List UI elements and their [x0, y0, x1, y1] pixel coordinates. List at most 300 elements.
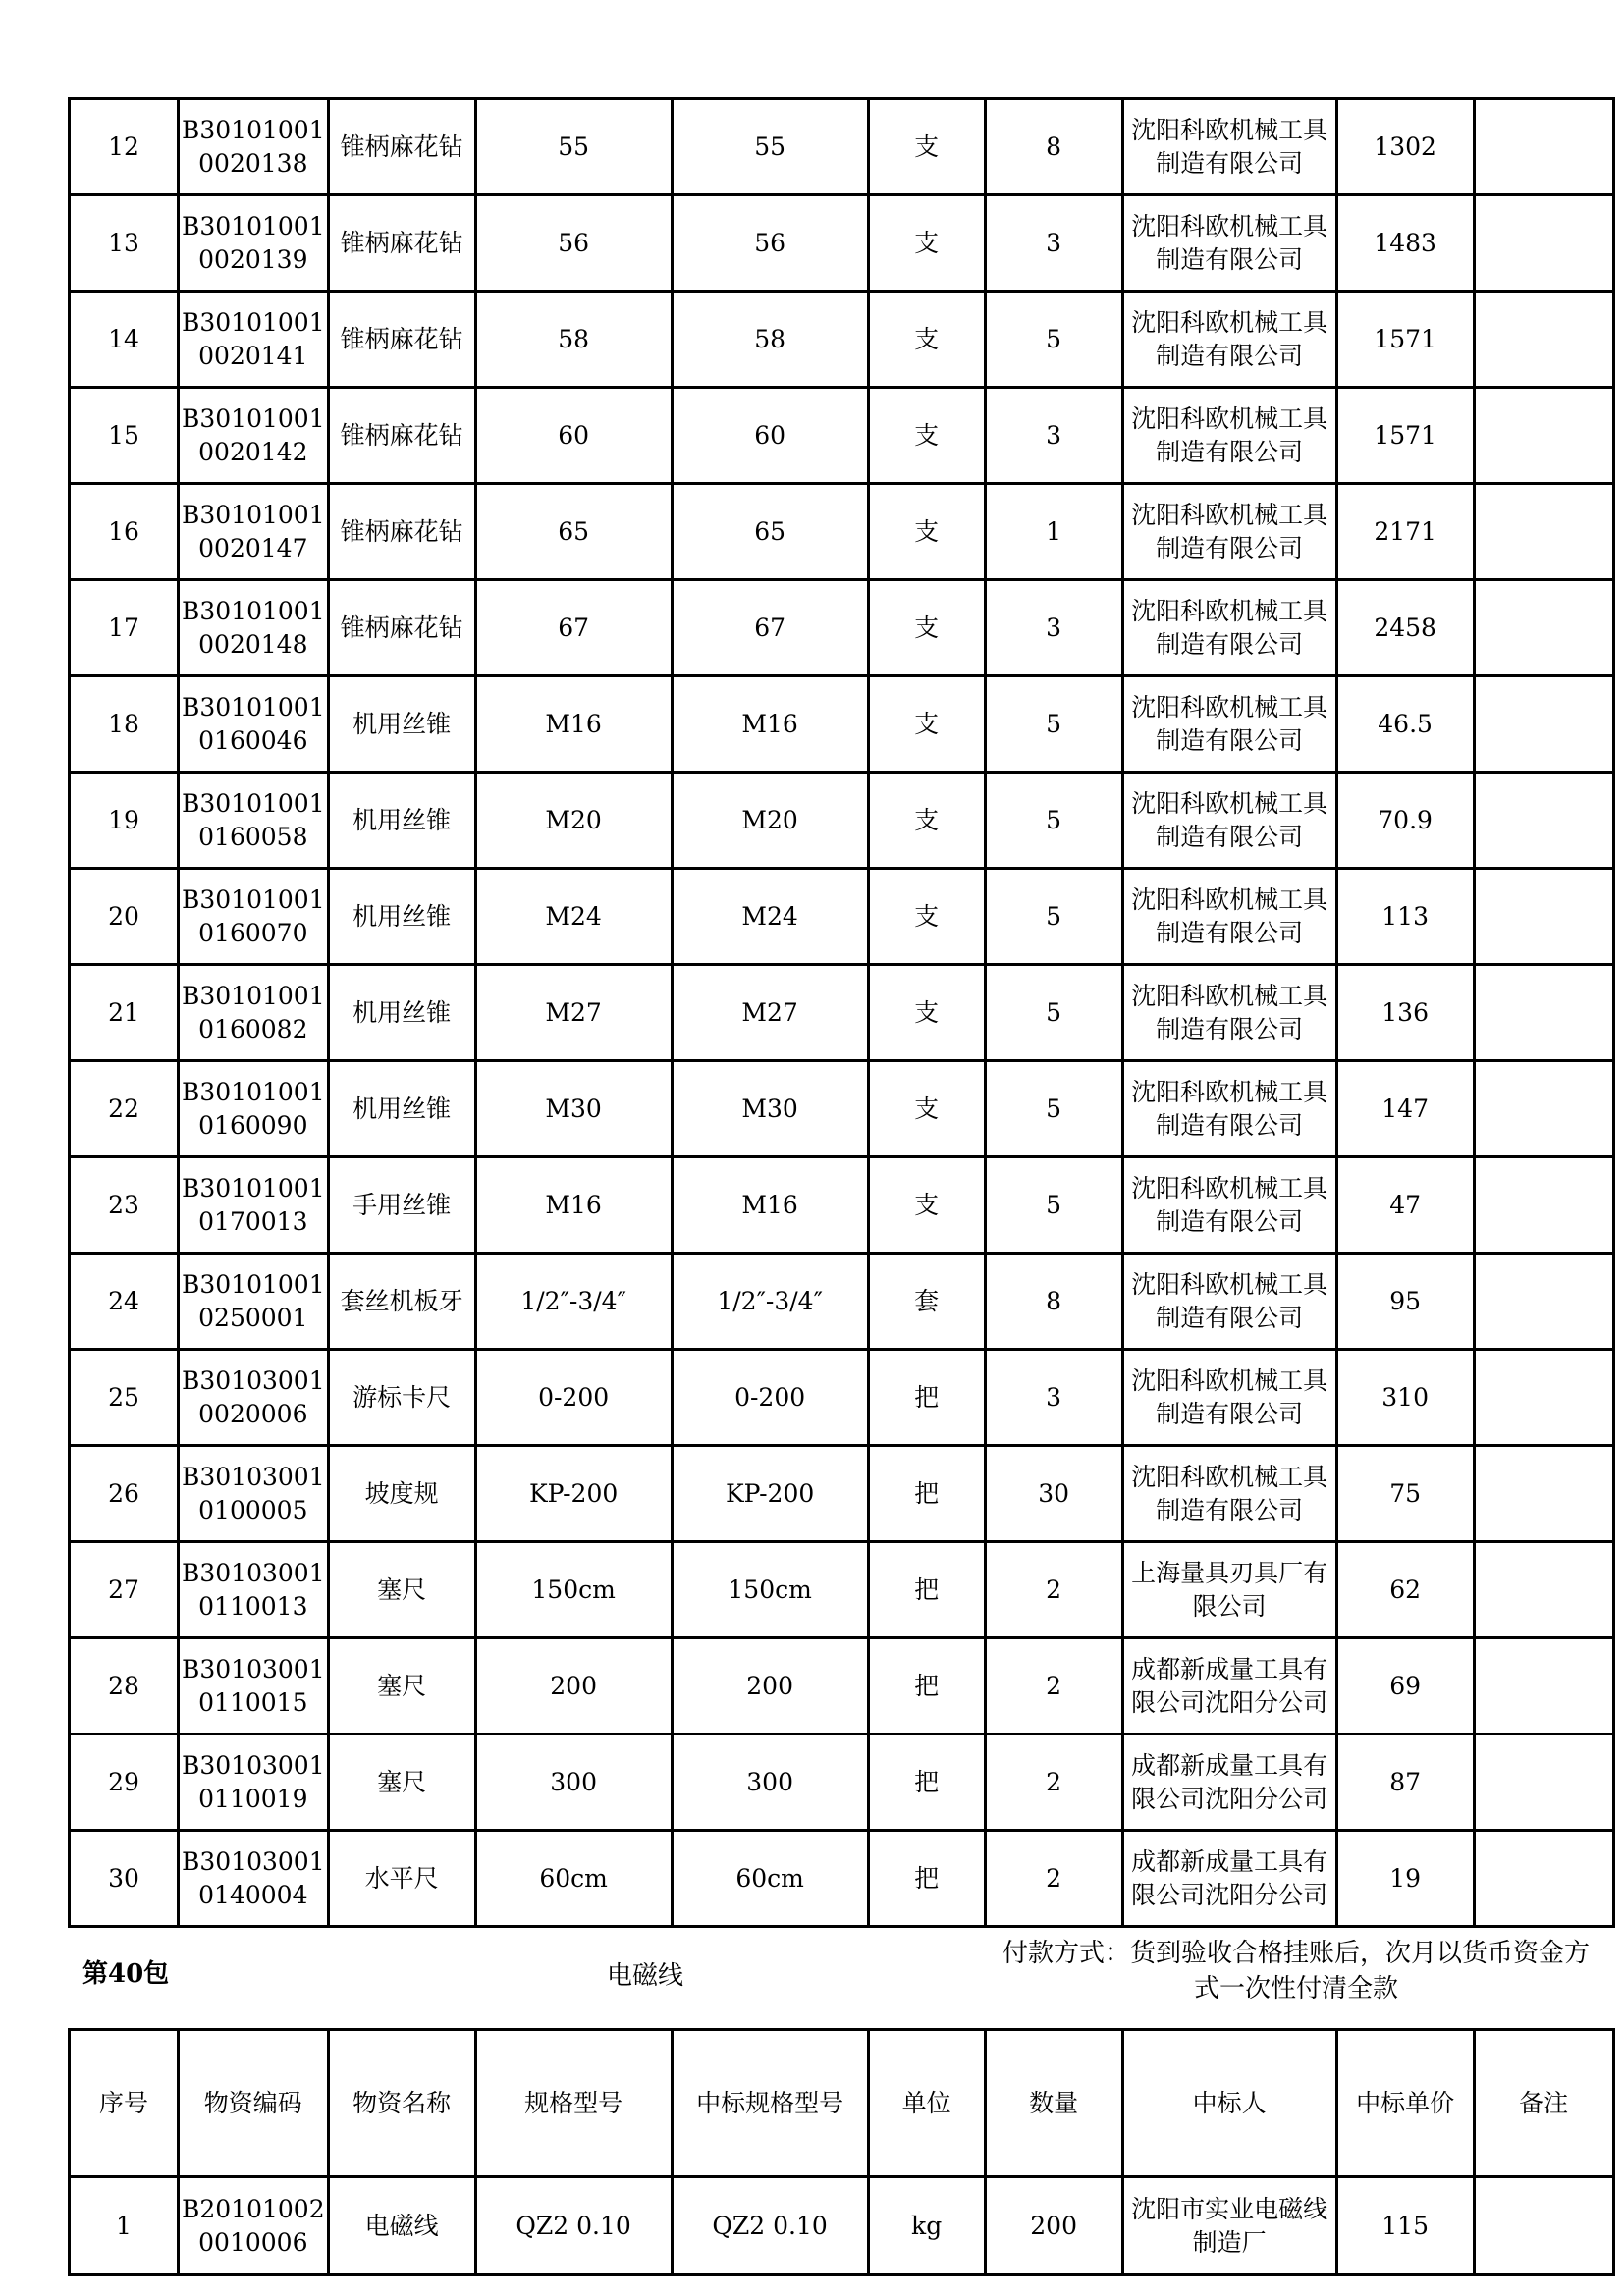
table-row [70, 1831, 1614, 1927]
cell-no [70, 580, 179, 676]
cell-no-text: 14 [108, 324, 139, 353]
cell-bid-spec [672, 1542, 868, 1638]
cell-name-text: 锥柄麻花钻 [340, 324, 463, 353]
table-header-row [70, 2030, 1614, 2177]
table-row [70, 292, 1614, 388]
cell-supplier [1122, 484, 1336, 580]
cell-code [179, 99, 329, 195]
header-remark: 备注 [1474, 2030, 1613, 2177]
code-part: 0110015 [198, 1687, 308, 1717]
table-row [70, 1446, 1614, 1542]
code-part: B30101001 [182, 307, 325, 337]
cell-unit-text: 把 [914, 1671, 940, 1700]
cell-supplier [1122, 965, 1336, 1061]
cell-spec-text: 0-200 [538, 1382, 610, 1412]
cell-price [1336, 1254, 1474, 1350]
header-bid-spec: 中标规格型号 [672, 2030, 868, 2177]
cell-qty-text: 1 [1046, 516, 1062, 546]
cell-supplier-text: 沈阳科欧机械工具制造有限公司 [1131, 1462, 1328, 1524]
code-part: B30103001 [182, 1462, 325, 1491]
cell-name [328, 676, 475, 773]
code-part: 0020006 [198, 1399, 308, 1428]
cell-unit [868, 1254, 985, 1350]
cell-name-text: 机用丝锥 [352, 709, 452, 738]
cell-unit [868, 292, 985, 388]
code-part: B30101001 [182, 788, 325, 818]
code-part: B30101001 [182, 981, 325, 1010]
cell-unit-text: 把 [914, 1575, 940, 1604]
cell-bid-spec-text: 60cm [735, 1863, 804, 1893]
cell-spec [475, 1638, 672, 1735]
cell-qty [985, 676, 1122, 773]
cell-unit-text: 把 [914, 1478, 940, 1508]
cell-remark [1474, 773, 1613, 869]
cell-price-text: 1571 [1374, 420, 1436, 450]
cell-remark [1474, 388, 1613, 484]
code-part: B30101001 [182, 596, 325, 625]
cell-supplier-text: 沈阳科欧机械工具制造有限公司 [1131, 788, 1328, 851]
cell-spec-text: M16 [545, 709, 602, 738]
cell-price-text: 115 [1381, 2211, 1429, 2240]
cell-no [70, 195, 179, 292]
cell-price-text: 1302 [1374, 132, 1436, 161]
cell-supplier-text: 沈阳市实业电磁线制造厂 [1131, 2194, 1328, 2257]
code-part: 0160082 [198, 1014, 308, 1043]
cell-unit [868, 2177, 985, 2275]
cell-supplier [1122, 869, 1336, 965]
cell-price [1336, 2177, 1474, 2275]
cell-unit [868, 1157, 985, 1254]
cell-unit-text: 把 [914, 1863, 940, 1893]
code-part: 0160058 [198, 822, 308, 851]
cell-price-text: 2458 [1374, 613, 1436, 642]
cell-remark [1474, 484, 1613, 580]
cell-unit [868, 869, 985, 965]
cell-bid-spec [672, 1638, 868, 1735]
cell-code [179, 195, 329, 292]
cell-name [328, 195, 475, 292]
code-part: 0100005 [198, 1495, 308, 1524]
cell-name-text: 塞尺 [377, 1575, 427, 1604]
cell-spec-text: QZ2 0.10 [515, 2211, 631, 2240]
cell-qty [985, 1254, 1122, 1350]
cell-price [1336, 388, 1474, 484]
cell-price-text: 136 [1381, 997, 1429, 1027]
cell-remark [1474, 1061, 1613, 1157]
cell-qty-text: 3 [1046, 613, 1062, 642]
cell-price [1336, 1061, 1474, 1157]
cell-unit [868, 676, 985, 773]
table-row [70, 869, 1614, 965]
code-part: B30101001 [182, 211, 325, 240]
cell-unit-text: 支 [914, 516, 940, 546]
cell-name [328, 580, 475, 676]
header-code: 物资编码 [179, 2030, 329, 2177]
cell-price [1336, 1446, 1474, 1542]
cell-unit-text: 支 [914, 709, 940, 738]
cell-name [328, 1638, 475, 1735]
cell-bid-spec [672, 580, 868, 676]
cell-supplier [1122, 1446, 1336, 1542]
cell-spec [475, 484, 672, 580]
cell-price [1336, 1831, 1474, 1927]
cell-code [179, 1350, 329, 1446]
cell-unit-text: 支 [914, 901, 940, 931]
cell-spec-text: M16 [545, 1190, 602, 1219]
cell-unit-text: 支 [914, 613, 940, 642]
cell-name [328, 292, 475, 388]
cell-name-text: 电磁线 [364, 2211, 439, 2240]
code-part: B30103001 [182, 1365, 325, 1395]
cell-spec [475, 99, 672, 195]
cell-unit [868, 1446, 985, 1542]
code-part: 0020147 [198, 533, 308, 562]
cell-bid-spec-text: 0-200 [734, 1382, 806, 1412]
cell-supplier [1122, 1831, 1336, 1927]
cell-remark [1474, 676, 1613, 773]
cell-remark [1474, 2177, 1613, 2275]
cell-unit-text: 支 [914, 997, 940, 1027]
cell-supplier-text: 沈阳科欧机械工具制造有限公司 [1131, 211, 1328, 274]
table-row [70, 388, 1614, 484]
cell-name [328, 1157, 475, 1254]
code-part: 0010006 [198, 2227, 308, 2257]
cell-spec-text: 300 [550, 1767, 597, 1796]
cell-code [179, 484, 329, 580]
cell-bid-spec [672, 1446, 868, 1542]
cell-supplier-text: 沈阳科欧机械工具制造有限公司 [1131, 981, 1328, 1043]
cell-no [70, 1735, 179, 1831]
cell-name-text: 水平尺 [364, 1863, 439, 1893]
cell-code [179, 965, 329, 1061]
cell-spec [475, 1350, 672, 1446]
cell-price-text: 147 [1381, 1094, 1429, 1123]
cell-qty [985, 869, 1122, 965]
code-part: B30101001 [182, 500, 325, 529]
cell-no-text: 23 [108, 1190, 139, 1219]
cell-supplier [1122, 1350, 1336, 1446]
cell-name [328, 2177, 475, 2275]
cell-unit [868, 99, 985, 195]
cell-name-text: 坡度规 [364, 1478, 439, 1508]
cell-name [328, 1831, 475, 1927]
cell-remark [1474, 1157, 1613, 1254]
cell-no [70, 292, 179, 388]
cell-name-text: 锥柄麻花钻 [340, 132, 463, 161]
cell-bid-spec [672, 195, 868, 292]
cell-price-text: 1483 [1374, 228, 1436, 257]
cell-code [179, 388, 329, 484]
cell-bid-spec [672, 965, 868, 1061]
cell-no-text: 30 [108, 1863, 139, 1893]
cell-spec [475, 869, 672, 965]
cell-name [328, 1542, 475, 1638]
cell-remark [1474, 195, 1613, 292]
cell-unit-text: 支 [914, 420, 940, 450]
cell-name-text: 锥柄麻花钻 [340, 516, 463, 546]
cell-qty [985, 1831, 1122, 1927]
cell-unit-text: 支 [914, 324, 940, 353]
cell-qty-text: 8 [1046, 1286, 1062, 1315]
cell-bid-spec [672, 99, 868, 195]
cell-qty-text: 5 [1046, 805, 1062, 834]
cell-qty [985, 292, 1122, 388]
cell-no [70, 388, 179, 484]
cell-spec-text: 65 [558, 516, 590, 546]
cell-qty [985, 1735, 1122, 1831]
cell-supplier-text: 沈阳科欧机械工具制造有限公司 [1131, 884, 1328, 947]
cell-no [70, 965, 179, 1061]
cell-bid-spec-text: M24 [741, 901, 798, 931]
cell-bid-spec-text: 60 [754, 420, 786, 450]
code-part: 0020141 [198, 341, 308, 370]
cell-qty [985, 1061, 1122, 1157]
cell-supplier-text: 上海量具刃具厂有限公司 [1131, 1558, 1328, 1621]
cell-supplier-text: 成都新成量工具有限公司沈阳分公司 [1131, 1846, 1328, 1909]
cell-no-text: 12 [108, 132, 139, 161]
cell-name-text: 塞尺 [377, 1671, 427, 1700]
code-part: B30103001 [182, 1750, 325, 1780]
code-part: B30101001 [182, 1077, 325, 1106]
code-part: 0160070 [198, 918, 308, 947]
cell-spec-text: 56 [558, 228, 590, 257]
cell-price-text: 87 [1389, 1767, 1422, 1796]
cell-price-text: 46.5 [1378, 709, 1433, 738]
cell-spec-text: 60cm [539, 1863, 608, 1893]
cell-supplier [1122, 1061, 1336, 1157]
cell-bid-spec-text: 56 [754, 228, 786, 257]
cell-qty [985, 1157, 1122, 1254]
cell-qty [985, 484, 1122, 580]
table-row [70, 1542, 1614, 1638]
cell-code [179, 1446, 329, 1542]
cell-name-text: 锥柄麻花钻 [340, 420, 463, 450]
cell-name [328, 773, 475, 869]
header-qty: 数量 [985, 2030, 1122, 2177]
cell-bid-spec [672, 1831, 868, 1927]
cell-spec-text: M27 [545, 997, 602, 1027]
table-row [70, 1157, 1614, 1254]
cell-price-text: 19 [1389, 1863, 1422, 1893]
cell-supplier [1122, 1542, 1336, 1638]
table-row [70, 2177, 1614, 2275]
code-part: 0160046 [198, 725, 308, 755]
cell-unit-text: 套 [914, 1286, 940, 1315]
cell-no [70, 676, 179, 773]
cell-qty-text: 2 [1046, 1671, 1062, 1700]
payment-terms: 付款方式：货到验收合格挂账后，次月以货币资金方式一次性付清全款 [1001, 1939, 1590, 2003]
code-part: B30101001 [182, 403, 325, 433]
code-part: 0020148 [198, 629, 308, 659]
cell-unit [868, 195, 985, 292]
code-part: 0020139 [198, 244, 308, 274]
cell-no-text: 26 [108, 1478, 139, 1508]
cell-qty-text: 5 [1046, 901, 1062, 931]
cell-unit [868, 1061, 985, 1157]
cell-no [70, 869, 179, 965]
cell-spec [475, 388, 672, 484]
cell-spec [475, 1735, 672, 1831]
cell-spec [475, 2177, 672, 2275]
cell-name-text: 机用丝锥 [352, 901, 452, 931]
cell-bid-spec [672, 773, 868, 869]
cell-name-text: 手用丝锥 [352, 1190, 452, 1219]
header-supplier: 中标人 [1122, 2030, 1336, 2177]
cell-no-text: 25 [108, 1382, 139, 1412]
cell-qty [985, 965, 1122, 1061]
cell-qty-text: 2 [1046, 1863, 1062, 1893]
cell-bid-spec-text: M27 [741, 997, 798, 1027]
cell-spec [475, 1061, 672, 1157]
procurement-table-package-40 [68, 2028, 1615, 2276]
cell-unit-text: 支 [914, 1094, 940, 1123]
cell-bid-spec [672, 388, 868, 484]
cell-code [179, 676, 329, 773]
cell-supplier-text: 沈阳科欧机械工具制造有限公司 [1131, 596, 1328, 659]
cell-bid-spec [672, 869, 868, 965]
cell-qty-text: 5 [1046, 709, 1062, 738]
package-number: 第40包 [82, 1959, 170, 1989]
cell-no-text: 24 [108, 1286, 139, 1315]
table-row [70, 99, 1614, 195]
code-part: 0170013 [198, 1206, 308, 1236]
cell-spec-text: 150cm [531, 1575, 616, 1604]
code-part: B30101001 [182, 692, 325, 721]
table-row [70, 773, 1614, 869]
cell-bid-spec-text: 300 [746, 1767, 793, 1796]
cell-no [70, 1446, 179, 1542]
cell-spec [475, 676, 672, 773]
cell-no [70, 1542, 179, 1638]
cell-no-text: 20 [108, 901, 139, 931]
cell-spec-text: 58 [558, 324, 590, 353]
cell-bid-spec-text: 67 [754, 613, 786, 642]
cell-qty-text: 5 [1046, 324, 1062, 353]
code-part: B30101001 [182, 115, 325, 144]
cell-code [179, 580, 329, 676]
cell-code [179, 292, 329, 388]
cell-code [179, 2177, 329, 2275]
cell-code [179, 1735, 329, 1831]
cell-spec [475, 965, 672, 1061]
cell-supplier [1122, 292, 1336, 388]
cell-supplier-text: 沈阳科欧机械工具制造有限公司 [1131, 115, 1328, 178]
cell-spec [475, 1446, 672, 1542]
code-part: 0160090 [198, 1110, 308, 1140]
code-part: 0020142 [198, 437, 308, 466]
cell-remark [1474, 1350, 1613, 1446]
cell-name-text: 锥柄麻花钻 [340, 613, 463, 642]
cell-supplier-text: 沈阳科欧机械工具制造有限公司 [1131, 500, 1328, 562]
cell-no [70, 1254, 179, 1350]
cell-supplier [1122, 99, 1336, 195]
cell-qty [985, 773, 1122, 869]
cell-code [179, 1638, 329, 1735]
table-row [70, 484, 1614, 580]
cell-code [179, 1157, 329, 1254]
cell-name [328, 869, 475, 965]
cell-qty-text: 5 [1046, 1190, 1062, 1219]
cell-supplier-text: 沈阳科欧机械工具制造有限公司 [1131, 1269, 1328, 1332]
code-part: 0110019 [198, 1784, 308, 1813]
header-price: 中标单价 [1336, 2030, 1474, 2177]
cell-no-text: 18 [108, 709, 139, 738]
table-row [70, 1254, 1614, 1350]
cell-supplier [1122, 1254, 1336, 1350]
cell-unit [868, 484, 985, 580]
code-part: 0110013 [198, 1591, 308, 1621]
cell-remark [1474, 99, 1613, 195]
cell-name-text: 机用丝锥 [352, 805, 452, 834]
cell-unit [868, 965, 985, 1061]
cell-price [1336, 99, 1474, 195]
cell-remark [1474, 1446, 1613, 1542]
cell-price-text: 95 [1389, 1286, 1422, 1315]
table-row [70, 965, 1614, 1061]
cell-price [1336, 1542, 1474, 1638]
cell-code [179, 773, 329, 869]
cell-qty-text: 200 [1030, 2211, 1077, 2240]
cell-price [1336, 676, 1474, 773]
cell-price [1336, 869, 1474, 965]
cell-qty-text: 3 [1046, 1382, 1062, 1412]
cell-qty-text: 5 [1046, 1094, 1062, 1123]
cell-price [1336, 580, 1474, 676]
cell-code [179, 1254, 329, 1350]
cell-supplier-text: 沈阳科欧机械工具制造有限公司 [1131, 692, 1328, 755]
cell-qty [985, 1446, 1122, 1542]
cell-price-text: 75 [1389, 1478, 1422, 1508]
cell-no-text: 19 [108, 805, 139, 834]
cell-qty [985, 2177, 1122, 2275]
cell-price [1336, 773, 1474, 869]
cell-bid-spec [672, 484, 868, 580]
cell-supplier [1122, 773, 1336, 869]
code-part: B30101001 [182, 1173, 325, 1202]
cell-no-text: 13 [108, 228, 139, 257]
cell-spec-text: 67 [558, 613, 590, 642]
cell-bid-spec [672, 2177, 868, 2275]
cell-no-text: 28 [108, 1671, 139, 1700]
code-part: B30103001 [182, 1654, 325, 1683]
cell-name [328, 1350, 475, 1446]
cell-unit-text: 把 [914, 1767, 940, 1796]
cell-price-text: 1571 [1374, 324, 1436, 353]
cell-price-text: 310 [1381, 1382, 1429, 1412]
cell-supplier-text: 沈阳科欧机械工具制造有限公司 [1131, 1365, 1328, 1428]
cell-bid-spec-text: M20 [741, 805, 798, 834]
cell-code [179, 869, 329, 965]
cell-bid-spec-text: 58 [754, 324, 786, 353]
cell-code [179, 1542, 329, 1638]
cell-remark [1474, 580, 1613, 676]
cell-no [70, 1350, 179, 1446]
cell-bid-spec-text: 1/2″-3/4″ [717, 1286, 823, 1315]
cell-no-text: 27 [108, 1575, 139, 1604]
cell-no [70, 1061, 179, 1157]
cell-bid-spec-text: 55 [754, 132, 786, 161]
header-unit: 单位 [868, 2030, 985, 2177]
cell-supplier [1122, 2177, 1336, 2275]
cell-spec [475, 1254, 672, 1350]
code-part: B30101001 [182, 1269, 325, 1299]
cell-qty [985, 195, 1122, 292]
cell-no [70, 1831, 179, 1927]
cell-spec [475, 773, 672, 869]
cell-no [70, 1157, 179, 1254]
cell-bid-spec-text: 200 [746, 1671, 793, 1700]
cell-supplier-text: 沈阳科欧机械工具制造有限公司 [1131, 403, 1328, 466]
